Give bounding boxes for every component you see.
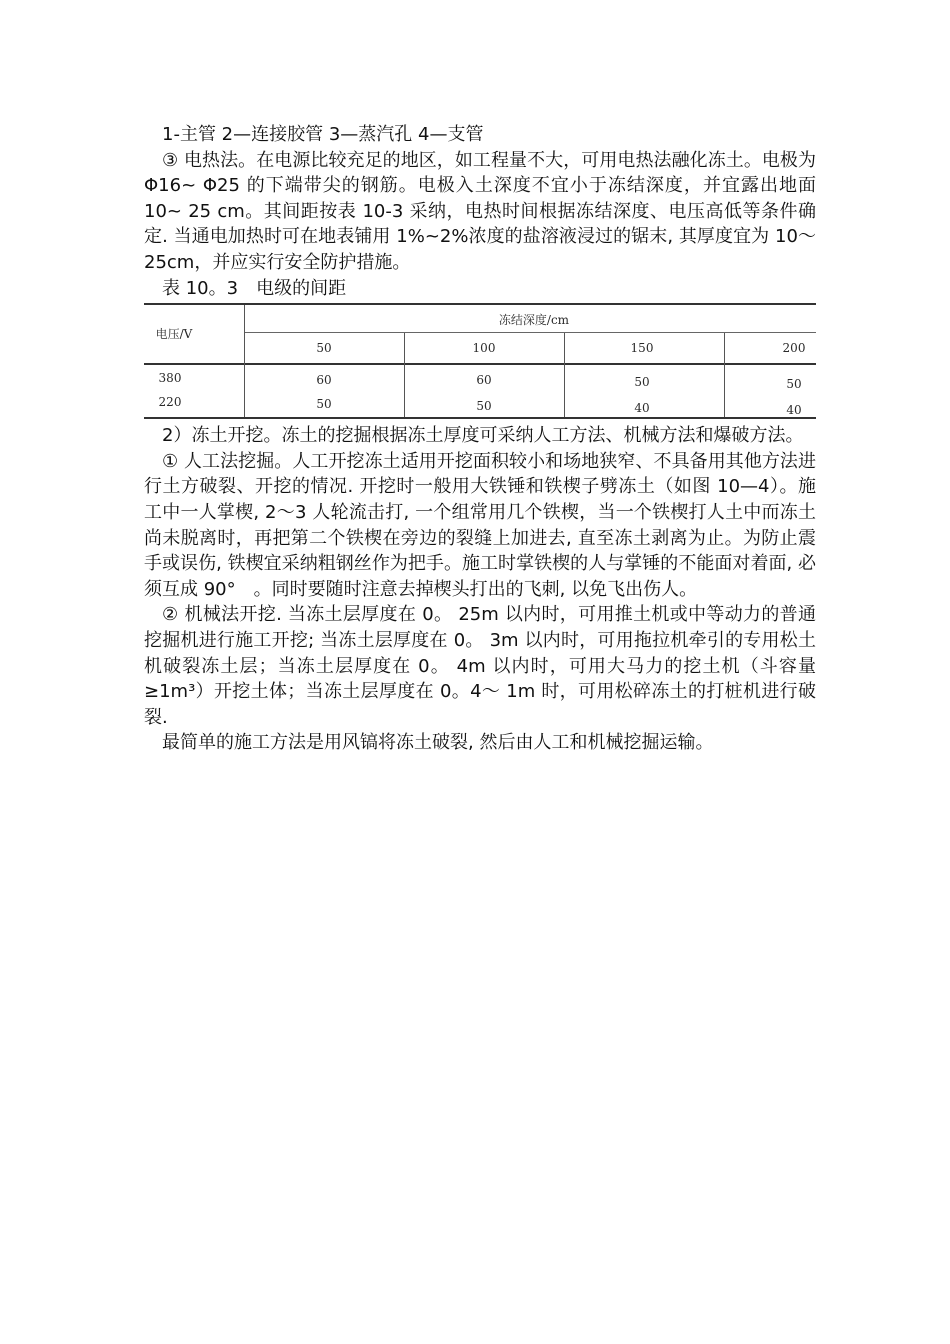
header-freeze-depth: 冻结深度/cm (498, 313, 570, 328)
paragraph-excavation: 2）冻土开挖。冻土的挖掘根据冻土厚度可采纳人工方法、机械方法和爆破方法。 (162, 425, 804, 447)
depth-150: 150 (630, 341, 654, 356)
table-vrule-4 (724, 333, 725, 417)
table-cell: 50 (786, 377, 802, 392)
paragraph-simplest-method: 最简单的施工方法是用风镐将冻土破裂, 然后由人工和机械挖掘运输。 (162, 732, 714, 754)
table-cell: 50 (316, 397, 332, 412)
table-vrule-1 (244, 305, 245, 417)
depth-200: 200 (782, 341, 806, 356)
depth-50: 50 (316, 341, 332, 356)
paragraph-mechanical-method: ② 机械法开挖. 当冻土层厚度在 0。 25m 以内时，可用推土机或中等动力的普通挖掘机进行施工开挖; 当冻土层厚度在 0。 3m 以内时，可用拖拉机牵引的专用松土机破裂冻土层；当冻土层厚度在 0。 4m 以内时，可用大马力的挖土机（斗容量≥1m³）开挖土体；当冻土层厚度在 0。4～ 1m 时，可用松碎冻土的打桩机进行破裂. (144, 604, 816, 728)
table-cell: 50 (476, 399, 492, 414)
table-vrule-2 (404, 333, 405, 417)
table-caption: 表 10。3 电级的间距 (162, 277, 347, 299)
figure-legend: 1-主管 2—连接胶管 3—蒸汽孔 4—支管 (162, 124, 484, 145)
electrode-spacing-table (144, 303, 816, 419)
table-cell: 40 (786, 403, 802, 418)
voltage-380: 380 (158, 371, 182, 386)
paragraph-electric-heating: ③ 电热法。在电源比较充足的地区，如工程量不大，可用电热法融化冻土。电极为 Φ16~ Φ25 的下端带尖的钢筋。电极入土深度不宜小于冻结深度，并宜露出地面 10~ 25 cm。其间距按表 10-3 采纳，电热时间根据冻结深度、电压高低等条件确定. 当通电加热时可在地表铺用 1%~2%浓度的盐溶液浸过的锯末, 其厚度宜为 10～25cm，并应实行安全防护措施。 (144, 149, 816, 273)
document-page (144, 122, 816, 756)
depth-100: 100 (472, 341, 496, 356)
paragraph-manual-method: ① 人工法挖掘。人工开挖冻土适用开挖面积较小和场地狭窄、不具备用其他方法进行土方破裂、开挖的情况. 开挖时一般用大铁锤和铁楔子劈冻土（如图 10—4）。施工中一人掌楔, 2～3 人轮流击打, 一个组常用几个铁楔，当一个铁楔打人土中而冻土尚未脱离时，再把第二个铁楔在旁边的裂缝上加进去, 直至冻土剥离为止。为防止震手或误伤, 铁楔宜采纳粗钢丝作为把手。施工时掌铁楔的人与掌锤的不能面对着面, 必须互成 90° 。同时要随时注意去掉楔头打出的飞刺, 以免飞出伤人。 (144, 450, 816, 600)
table-cell: 50 (634, 375, 650, 390)
voltage-220: 220 (158, 395, 182, 410)
header-voltage: 电压/V (155, 327, 193, 342)
table-cell: 40 (634, 401, 650, 416)
table-cell: 60 (476, 373, 492, 388)
table-vrule-3 (564, 333, 565, 417)
table-cell: 60 (316, 373, 332, 388)
table-group-rule (244, 332, 816, 333)
table-bottom-rule (144, 417, 816, 419)
